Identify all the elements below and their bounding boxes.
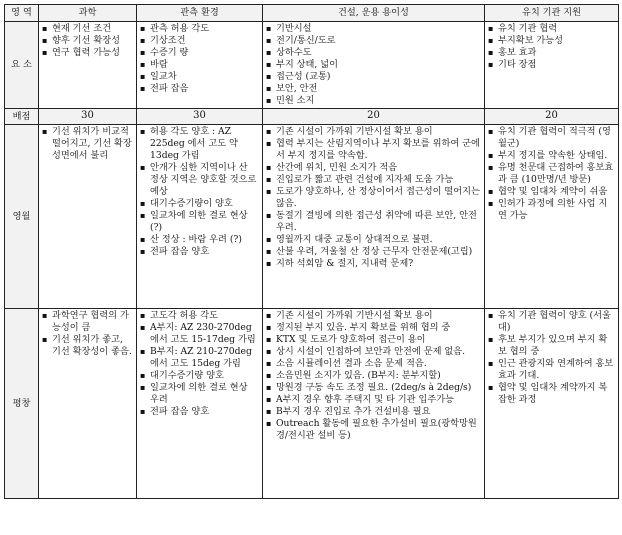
bullet-item: ▪ 전파 잡음 양호 (150, 246, 259, 258)
bullet-item: ▪ 홍보 효과 (498, 47, 615, 59)
bullet-item: ▪ 안개가 심한 지역이나 산 정상 지역은 양호할 것으로 예상 (150, 162, 259, 198)
bullet-item: ▪ 기반시설 (276, 23, 481, 35)
bullet-item: ▪ 전기/통신/도로 (276, 35, 481, 47)
header-row (5, 5, 619, 22)
bullet-item: ▪ 소음 시뮬레이션 결과 소음 문제 적음. (276, 358, 481, 370)
bullet-item: ▪ 인근 관광지와 연계하여 홍보효과 기대. (498, 358, 615, 382)
bullet-list (42, 23, 133, 59)
bullet-item: ▪ 기존 시설이 가까워 기반시설 확보 용이 (276, 310, 481, 322)
bullet-list (42, 310, 133, 358)
yeongwol-row (5, 125, 619, 309)
header-construction: 건설, 운용 용이성 (263, 5, 485, 22)
bullet-item: ▪ 대기수증기량이 양호 (150, 198, 259, 210)
bullet-list (140, 126, 259, 258)
header-support: 유치 기관 지원 (485, 5, 619, 22)
bullet-item: ▪ 상하수도 (276, 47, 481, 59)
bullet-item: ▪ 부지 상태, 넓이 (276, 59, 481, 71)
evaluation-table (4, 4, 619, 499)
bullet-item: ▪ 망원경 구동 속도 조정 필요. (2deg/s à 2deg/s) (276, 382, 481, 394)
bullet-item: ▪ 접근성 (교통) (276, 71, 481, 83)
bullet-item: ▪ 영월까지 대중 교통이 상대적으로 불편. (276, 234, 481, 246)
pyeongchang-support (485, 309, 619, 499)
bullet-item: ▪ 유치 기관 협력 (498, 23, 615, 35)
bullet-item: ▪ B부지: AZ 210-270deg 에서 고도 15deg 가림 (150, 346, 259, 370)
elements-observation (137, 22, 263, 109)
yeongwol-label: 영월 (5, 125, 39, 309)
bullet-item: ▪ 대기수증기량 양호 (150, 370, 259, 382)
bullet-item: ▪ 산 정상 : 바람 우려 (?) (150, 234, 259, 246)
bullet-list (140, 23, 259, 95)
bullet-list (488, 126, 615, 222)
yeongwol-observation (137, 125, 263, 309)
bullet-item: ▪ 현재 기선 조건 (52, 23, 133, 35)
bullet-list (140, 310, 259, 418)
pyeongchang-science (39, 309, 137, 499)
yeongwol-science (39, 125, 137, 309)
score-construction: 20 (263, 109, 485, 125)
header-category: 영 역 (5, 5, 39, 22)
bullet-item: ▪ 협력 부지는 산림지역이나 부지 확보를 위하여 군에서 부지 정지를 약속함. (276, 138, 481, 162)
bullet-item: ▪ 산불 우려, 겨울철 산 정상 근무자 안전문제(고립) (276, 246, 481, 258)
bullet-item: ▪ 상시 시설이 인접하여 보안과 안전에 문제 없음. (276, 346, 481, 358)
yeongwol-support (485, 125, 619, 309)
bullet-item: ▪ 협약 및 임대차 계약까지 복잡한 과정 (498, 382, 615, 406)
bullet-item: ▪ 부지확보 가능성 (498, 35, 615, 47)
yeongwol-construction (263, 125, 485, 309)
bullet-list (266, 23, 481, 107)
bullet-item: ▪ 향후 기선 확장성 (52, 35, 133, 47)
bullet-item: ▪ 바람 (150, 59, 259, 71)
bullet-item: ▪ 민원 소지 (276, 95, 481, 107)
pyeongchang-construction (263, 309, 485, 499)
bullet-list (266, 310, 481, 442)
pyeongchang-row (5, 309, 619, 499)
bullet-item: ▪ 일교차에 의한 결로 현상 (?) (150, 210, 259, 234)
bullet-item: ▪ 진입로가 짧고 관련 건설에 지자체 도움 가능 (276, 174, 481, 186)
bullet-item: ▪ 유명 천문대 근접하여 홍보효과 큼 (10만명/년 방문) (498, 162, 615, 186)
score-science: 30 (39, 109, 137, 125)
bullet-item: ▪ 협약 및 임대차 계약이 쉬움 (498, 186, 615, 198)
elements-label: 요 소 (5, 22, 39, 109)
bullet-item: ▪ 정지된 부지 있음. 부지 확보를 위해 협의 중 (276, 322, 481, 334)
bullet-item: ▪ 부지 정지를 약속한 상태임. (498, 150, 615, 162)
bullet-list (42, 126, 133, 162)
bullet-list (488, 310, 615, 406)
bullet-item: ▪ 유치 기관 협력이 양호 (서울대) (498, 310, 615, 334)
bullet-item: ▪ 전파 잡음 양호 (150, 406, 259, 418)
bullet-item: ▪ 후보 부지가 있으며 부지 확보 협의 중 (498, 334, 615, 358)
bullet-item: ▪ 일교차 (150, 71, 259, 83)
bullet-item: ▪ 과학연구 협력의 가능성이 큼 (52, 310, 133, 334)
elements-row (5, 22, 619, 109)
bullet-item: ▪ 수증기 량 (150, 47, 259, 59)
bullet-item: ▪ 소음민원 소지가 있음. (B부지: 분부지할) (276, 370, 481, 382)
bullet-item: ▪ 기선 위치가 좋고, 기선 확장성이 좋음. (52, 334, 133, 358)
score-label: 배점 (5, 109, 39, 125)
elements-science (39, 22, 137, 109)
header-observation: 관측 환경 (137, 5, 263, 22)
bullet-list (488, 23, 615, 71)
bullet-item: ▪ 전파 잡음 (150, 83, 259, 95)
bullet-item: ▪ 동절기 결빙에 의한 접근성 취약에 따른 보안, 안전 우려. (276, 210, 481, 234)
bullet-item: ▪ A부지: AZ 230-270deg 에서 고도 15-17deg 가림 (150, 322, 259, 346)
bullet-item: ▪ 보안, 안전 (276, 83, 481, 95)
bullet-item: ▪ 지하 석회암 & 절지, 지내력 문제? (276, 258, 481, 270)
elements-support (485, 22, 619, 109)
bullet-item: ▪ 일교차에 의한 결로 현상 우려 (150, 382, 259, 406)
bullet-item: ▪ 도로가 양호하나, 산 정상이어서 접근성이 떨어지는 않음. (276, 186, 481, 210)
bullet-item: ▪ 허용 각도 양호 : AZ 225deg 에서 고도 약 13deg 가림 (150, 126, 259, 162)
bullet-item: ▪ 기타 장점 (498, 59, 615, 71)
header-science: 과학 (39, 5, 137, 22)
bullet-item: ▪ 유치 기관 협력이 적극적 (영월군) (498, 126, 615, 150)
bullet-item: ▪ 관측 허용 각도 (150, 23, 259, 35)
bullet-item: ▪ KTX 및 도로가 양호하여 접근이 용이 (276, 334, 481, 346)
bullet-item: ▪ 기선 위치가 비교적 떨어지고, 기선 확장성면에서 불리 (52, 126, 133, 162)
bullet-list (266, 126, 481, 270)
bullet-item: ▪ 인허가 과정에 의한 사업 지연 가능 (498, 198, 615, 222)
score-row (5, 109, 619, 125)
bullet-item: ▪ 연구 협력 가능성 (52, 47, 133, 59)
bullet-item: ▪ 기존 시설이 가까워 기반시설 확보 용이 (276, 126, 481, 138)
score-observation: 30 (137, 109, 263, 125)
pyeongchang-label: 평창 (5, 309, 39, 499)
bullet-item: ▪ Outreach 활동에 필요한 추가설비 필요(광학망원경/전시관 설비 등) (276, 418, 481, 442)
pyeongchang-observation (137, 309, 263, 499)
bullet-item: ▪ A부지 경우 향후 주택지 및 타 기관 입주가능 (276, 394, 481, 406)
bullet-item: ▪ 기상조건 (150, 35, 259, 47)
score-support: 20 (485, 109, 619, 125)
elements-construction (263, 22, 485, 109)
bullet-item: ▪ 산간에 위치, 민원 소지가 적음 (276, 162, 481, 174)
bullet-item: ▪ 고도각 허용 각도 (150, 310, 259, 322)
bullet-item: ▪ B부지 경우 진입로 추가 건설비용 필요 (276, 406, 481, 418)
